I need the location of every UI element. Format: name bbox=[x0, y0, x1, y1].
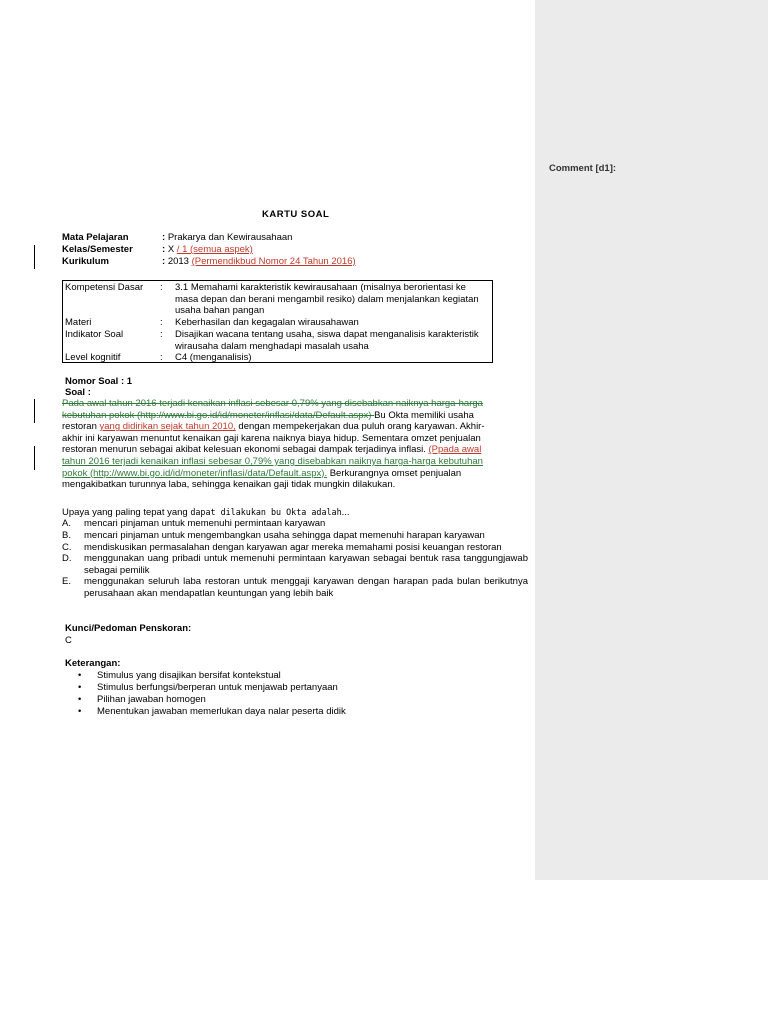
kisi-colon: : bbox=[160, 329, 163, 340]
option-text: mencari pinjaman untuk memenuhi permintaan karyawan bbox=[84, 518, 326, 529]
kisi-label: Materi bbox=[65, 317, 92, 328]
change-bar bbox=[34, 245, 35, 269]
meta-value-kurikulum: : 2013 (Permendikbud Nomor 24 Tahun 2016) bbox=[162, 256, 356, 267]
option-letter: C. bbox=[62, 542, 72, 553]
change-bar bbox=[34, 446, 35, 470]
kisi-value-indikator: Disajikan wacana tentang usaha, siswa dapat menganalisis karakteristik wirausaha dalam menghadapi masalah usaha bbox=[175, 329, 479, 352]
stimulus-line bbox=[62, 421, 528, 433]
stimulus-line bbox=[62, 398, 528, 410]
soal-label: Soal : bbox=[65, 387, 91, 398]
stimulus-text: restoran menurun sebagai akibat kelesuan ekonomi sebagai dampak terjadinya inflasi. bbox=[62, 444, 429, 456]
stimulus-text: Berkurangnya omset penjualan bbox=[327, 467, 462, 479]
keterangan-label: Keterangan: bbox=[65, 658, 121, 669]
deleted-text: Pada awal tahun 2016 terjadi kenaikan inflasi sebesar 0,79% yang disebabkan naiknya harga-harga bbox=[62, 398, 483, 409]
meta-value-mata-pelajaran: : Prakarya dan Kewirausahaan bbox=[162, 232, 293, 243]
inserted-text: (Ppada awal bbox=[428, 444, 482, 456]
option-letter: E. bbox=[62, 576, 71, 587]
stimulus-text: restoran bbox=[62, 421, 100, 433]
option-text: menggunakan seluruh laba restoran untuk menggaji karyawan dengan harapan pada bulan berikutnya perusahaan akan mendapatlan keuntungan yang lebih baik bbox=[84, 576, 528, 599]
nomor-soal-label: Nomor Soal : 1 bbox=[65, 376, 133, 387]
kisi-colon: : bbox=[160, 317, 163, 328]
kunci-value: C bbox=[65, 635, 72, 646]
inserted-text: yang didirikan sejak tahun 2010, bbox=[99, 421, 236, 433]
list-item-text: Menentukan jawaban memerlukan daya nalar peserta didik bbox=[97, 706, 346, 717]
deleted-text: kebutuhan pokok (http://www.bi.go.id/id/moneter/inflasi/data/Default.aspx) bbox=[62, 409, 375, 421]
list-item-text: Stimulus yang disajikan bersifat kontekstual bbox=[97, 670, 281, 681]
meta-value-kelas: : X / 1 (semua aspek) bbox=[162, 244, 253, 255]
kisi-table bbox=[62, 280, 493, 363]
option-letter: B. bbox=[62, 530, 71, 541]
stimulus-text: mengakibatkan turunnya laba, sehingga kenaikan gaji tidak mungkin dilakukan. bbox=[62, 479, 396, 491]
stimulus-text: akhir ini karyawan menuntut kenaikan gaji karena naiknya biaya hidup. Sementara omzet penjualan bbox=[62, 432, 481, 444]
stimulus-line bbox=[62, 433, 528, 445]
option-letter: A. bbox=[62, 518, 71, 529]
inserted-text: tahun 2016 terjadi kenaikan inflasi sebesar 0,79% yang disebabkan naiknya harga-harga kebutuhan bbox=[62, 455, 483, 467]
stimulus-line bbox=[62, 456, 528, 468]
comment-pane-label: Comment [d1]: bbox=[549, 163, 617, 174]
list-item-text: Pilihan jawaban homogen bbox=[97, 694, 206, 705]
stimulus-text: dengan mempekerjakan dua puluh orang karyawan. Akhir- bbox=[235, 421, 485, 433]
kisi-label: Level kognitif bbox=[65, 352, 121, 363]
list-item-text: Stimulus berfungsi/berperan untuk menjawab pertanyaan bbox=[97, 682, 338, 693]
bullet-icon: • bbox=[78, 670, 82, 681]
bullet-icon: • bbox=[78, 694, 82, 705]
kisi-row-kompetensi bbox=[65, 282, 143, 294]
option-text: mencari pinjaman untuk mengembangkan usaha sehingga dapat memenuhi harapan karyawan bbox=[84, 530, 485, 541]
stimulus-line bbox=[62, 479, 528, 491]
change-bar bbox=[34, 399, 35, 423]
kisi-value-level: C4 (menganalisis) bbox=[175, 352, 252, 363]
kisi-row-level bbox=[65, 352, 120, 364]
doc-title: KARTU SOAL bbox=[262, 209, 330, 220]
bullet-icon: • bbox=[78, 682, 82, 693]
meta-key-mata-pelajaran: Mata Pelajaran bbox=[62, 232, 129, 243]
kisi-value-kompetensi: 3.1 Memahami karakteristik kewirausahaan (misalnya berorientasi ke masa depan dan berani mengambil resiko) dalam menjalankan kegiatan usaha bahan pangan bbox=[175, 282, 479, 317]
kunci-label: Kunci/Pedoman Penskoran: bbox=[65, 623, 192, 634]
kisi-value-materi: Keberhasilan dan kegagalan wirausahawan bbox=[175, 317, 359, 328]
kisi-colon: : bbox=[160, 352, 163, 363]
stimulus-line bbox=[62, 468, 528, 480]
stimulus-line bbox=[62, 444, 528, 456]
kisi-label: Indikator Soal bbox=[65, 329, 124, 340]
option-text: menggunakan uang pribadi untuk memenuhi permintaan karyawan sebagai bentuk rasa tanggungjawab sebagai pemilik bbox=[84, 553, 528, 576]
kisi-row-indikator bbox=[65, 329, 123, 341]
kisi-label: Kompetensi Dasar bbox=[65, 282, 144, 293]
stimulus-paragraph bbox=[62, 398, 528, 491]
option-letter: D. bbox=[62, 553, 72, 564]
stimulus-line bbox=[62, 410, 528, 422]
kisi-colon: : bbox=[160, 282, 163, 293]
comment-pane bbox=[535, 0, 768, 880]
meta-key-kurikulum: Kurikulum bbox=[62, 256, 109, 267]
stimulus-text: Bu Okta memiliki usaha bbox=[374, 409, 474, 421]
question-text: Upaya yang paling tepat yang dapat dilakukan bu Okta adalah... bbox=[62, 507, 350, 518]
option-text: mendiskusikan permasalahan dengan karyawan agar mereka memahami posisi keuangan restoran bbox=[84, 542, 502, 553]
kisi-row-materi bbox=[65, 317, 91, 329]
meta-key-kelas: Kelas/Semester bbox=[62, 244, 133, 255]
bullet-icon: • bbox=[78, 706, 82, 717]
inserted-text: pokok (http://www.bi.go.id/id/moneter/inflasi/data/Default.aspx). bbox=[62, 467, 328, 479]
